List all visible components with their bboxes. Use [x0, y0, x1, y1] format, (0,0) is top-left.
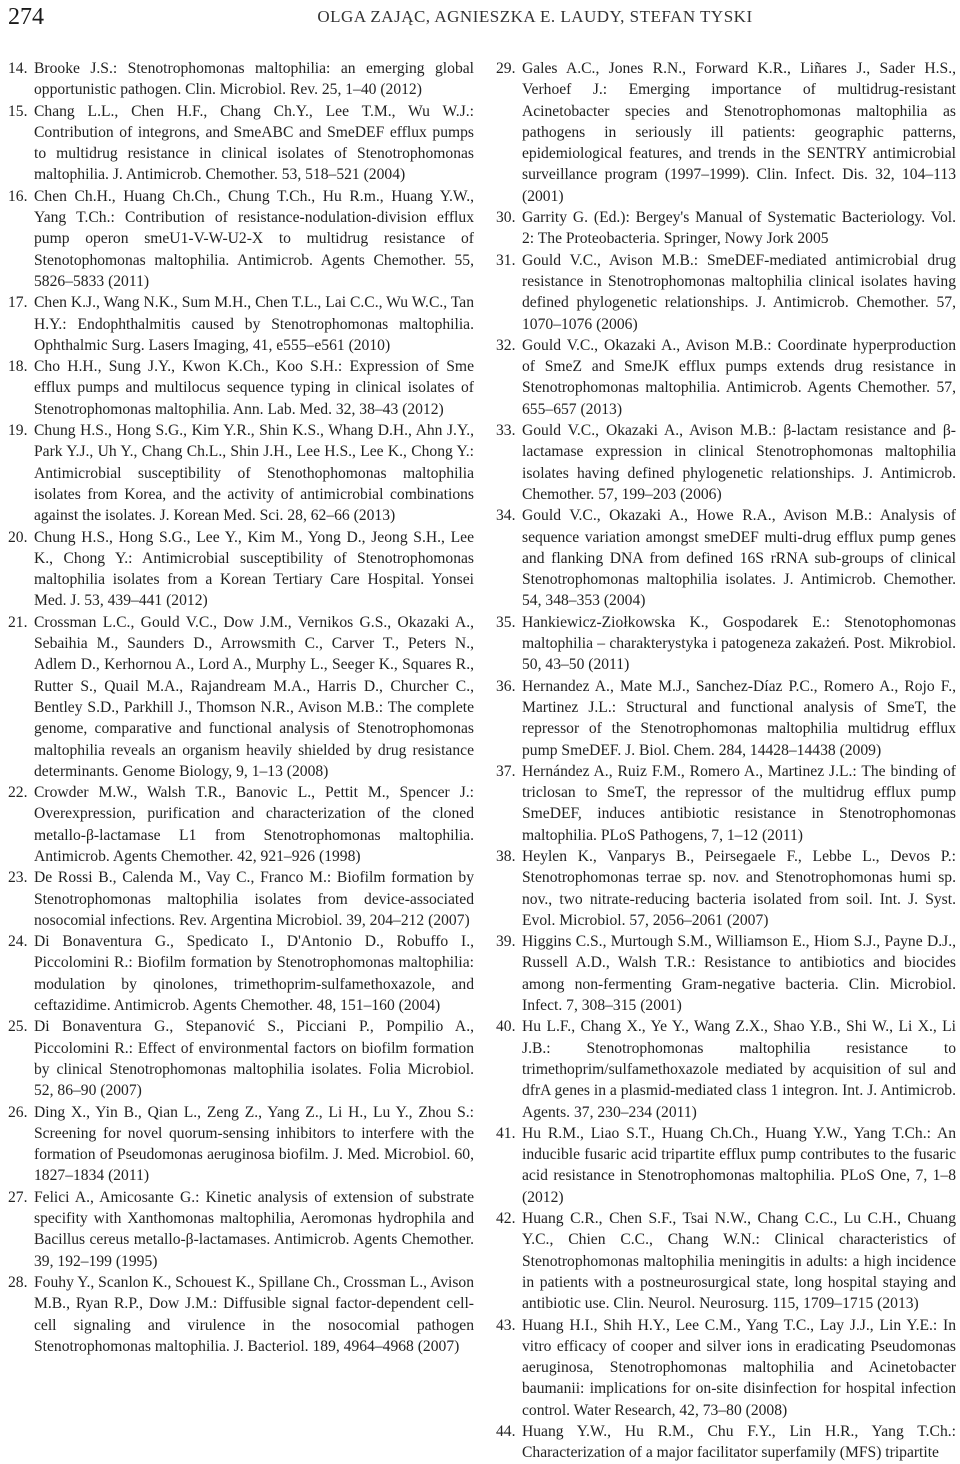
reference-number: 25.: [8, 1018, 28, 1036]
reference-item: [8, 101, 474, 186]
reference-item: [8, 931, 474, 1016]
reference-text: Garrity G. (Ed.): Bergey's Manual of Systematic Bacteriology. Vol. 2: The Proteobacteria. Springer, Nowy Jork 2005: [522, 209, 956, 248]
reference-number: 34.: [496, 507, 516, 525]
reference-column-left: [8, 58, 474, 1357]
reference-number: 19.: [8, 422, 28, 440]
reference-text: Di Bonaventura G., Stepanović S., Picciani P., Pompilio A., Piccolomini R.: Effect of environmental factors on biofilm formation by clinical Stenotrophomonas maltophilia isolates. Folia Microbiol. 52, 86–90 (2007): [34, 1018, 474, 1100]
page-header: [8, 0, 952, 34]
reference-text: Crossman L.C., Gould V.C., Dow J.M., Vernikos G.S., Okazaki A., Sebaihia M., Saunders D., Arrowsmith C., Carver T., Peters N., Adlem D., Kerhornou A., Lord A., Murphy L., Seeger K., Squares R., Rutter S., Quail M.A., Rajandream M.A., Harris D., Churcher C., Bentley S.D., Parkhill J., Thomson N.R., Avison M.B.: The complete genome, comparative and functional analysis of Stenotrophomonas maltophilia reveals an organism heavily shielded by drug resistance determinants. Genome Biology, 9, 1–13 (2008): [34, 613, 474, 780]
reference-number: 24.: [8, 933, 28, 951]
reference-number: 15.: [8, 102, 28, 120]
reference-item: [8, 867, 474, 931]
reference-number: 40.: [496, 1018, 516, 1036]
reference-item: [8, 782, 474, 867]
reference-number: 31.: [496, 251, 516, 269]
reference-text: De Rossi B., Calenda M., Vay C., Franco M.: Biofilm formation by Stenotrophomonas maltophilia isolates from device-associated nosocomial infections. Rev. Argentina Microbiol. 39, 204–212 (2007): [34, 869, 474, 929]
reference-item: [8, 292, 474, 356]
reference-text: Hankiewicz-Ziołkowska K., Gospodarek E.: Stenotophomonas maltophilia – charakterystyka i patogeneza zakażeń. Post. Mikrobiol. 50, 43–50 (2011): [522, 613, 956, 674]
reference-item: [8, 186, 474, 292]
reference-text: Chung H.S., Hong S.G., Lee Y., Kim M., Yong D., Jeong S.H., Lee K., Chong Y.: Antimicrobial susceptibility of Stenotrophomonas maltophilia isolates from a Korean Tertiary Care Hospital. Yonsei Med. J. 53, 439–441 (2012): [34, 528, 474, 610]
reference-item: [8, 612, 474, 782]
reference-text: Chen K.J., Wang N.K., Sum M.H., Chen T.L., Lai C.C., Wu W.C., Tan H.Y.: Endophthalmitis caused by Stenotrophomonas maltophilia. Ophthalmic Surg. Lasers Imaging, 41, e555–e561 (2010): [34, 294, 474, 354]
reference-number: 39.: [496, 933, 516, 951]
reference-item: [496, 761, 956, 846]
reference-text: Hu R.M., Liao S.T., Huang Ch.Ch., Huang Y.W., Yang T.Ch.: An inducible fusaric acid tripartite efflux pump contributes to the fusaric acid resistance in Stenotrophomonas maltophilia. PLoS One, 7, 1–8 (2012): [522, 1124, 956, 1206]
reference-item: [8, 1187, 474, 1272]
reference-text: Fouhy Y., Scanlon K., Schouest K., Spillane Ch., Crossman L., Avison M.B., Ryan R.P., Dow J.M.: Diffusible signal factor-dependent cell-cell signaling and virulence in the nosocomial pathogen Stenotrophomonas maltophilia. J. Bacteriol. 189, 4964–4968 (2007): [34, 1273, 474, 1355]
reference-text: Chang L.L., Chen H.F., Chang Ch.Y., Lee T.M., Wu W.J.: Contribution of integrons, and SmeABC and SmeDEF efflux pumps to multidrug resistance in clinical isolates of Stenotrophomonas maltophilia. J. Antimicrob. Chemother. 53, 518–521 (2004): [34, 102, 474, 184]
reference-number: 14.: [8, 60, 28, 77]
reference-number: 20.: [8, 528, 28, 546]
reference-number: 16.: [8, 187, 28, 205]
reference-number: 43.: [496, 1316, 516, 1334]
reference-text: Ding X., Yin B., Qian L., Zeng Z., Yang Z., Li H., Lu Y., Zhou S.: Screening for novel quorum-sensing inhibitors to interfere with the formation of Pseudomonas aeruginosa biofilm. J. Med. Microbiol. 60, 1827–1834 (2011): [34, 1103, 474, 1185]
reference-number: 38.: [496, 847, 516, 865]
reference-item: [496, 420, 956, 505]
reference-number: 41.: [496, 1124, 516, 1142]
reference-item: [8, 58, 474, 101]
reference-text: Higgins C.S., Murtough S.M., Williamson E., Hiom S.J., Payne D.J., Russell A.D., Walsh T.R.: Resistance to antibiotics and biocides among non-fermenting Gram-negative bacteria. Clin. Microbiol. Infect. 7, 308–315 (2001): [522, 933, 956, 1015]
reference-item: [496, 931, 956, 1016]
reference-number: 36.: [496, 677, 516, 695]
reference-column-right: [496, 58, 956, 1464]
reference-text: Hernández A., Ruiz F.M., Romero A., Martinez J.L.: The binding of triclosan to SmeT, the repressor of the multidrug efflux pump SmeDEF, induces antibiotic resistance in Stenotrophomonas maltophilia. PLoS Pathogens, 7, 1–12 (2011): [522, 762, 956, 844]
reference-number: 30.: [496, 209, 516, 227]
reference-item: [496, 1315, 956, 1421]
reference-text: Hu L.F., Chang X., Ye Y., Wang Z.X., Shao Y.B., Shi W., Li X., Li J.B.: Stenotrophomonas maltophilia resistance to trimethoprim/sulfamethoxazole mediated by acquisition of sul and dfrA genes in a plasmid-mediated class 1 integron. Int. J. Antimicrob. Agents. 37, 230–234 (2011): [522, 1018, 956, 1121]
reference-item: [496, 505, 956, 611]
reference-number: 44.: [496, 1423, 516, 1440]
reference-text: Brooke J.S.: Stenotrophomonas maltophilia: an emerging global opportunistic pathogen. Clin. Microbiol. Rev. 25, 1–40 (2012): [34, 60, 474, 99]
reference-number: 42.: [496, 1210, 516, 1228]
reference-number: 35.: [496, 613, 516, 631]
reference-text: Huang C.R., Chen S.F., Tsai N.W., Chang C.C., Lu C.H., Chuang Y.C., Chien C.C., Chang W.N.: Clinical characteristics of Stenotrophomonas maltophilia meningitis in adults: a high incidence in patients with a postneurosurgical state, long hospital staying and antibiotic use. Clin. Neurol. Neurosurg. 115, 1709–1715 (2013): [522, 1210, 956, 1313]
reference-item: [496, 250, 956, 335]
reference-item: [496, 612, 956, 676]
reference-text: Crowder M.W., Walsh T.R., Banovic L., Pettit M., Spencer J.: Overexpression, purification and characterization of the cloned metallo-β-lactamase L1 from Stenotrophomonas maltophilia. Antimicrob. Agents Chemother. 42, 921–926 (1998): [34, 784, 474, 865]
reference-number: 32.: [496, 336, 516, 354]
reference-text: Gales A.C., Jones R.N., Forward K.R., Liñares J., Sader H.S., Verhoef J.: Emerging importance of multidrug-resistant Acinetobacter species and Stenotrophomonas maltophilia as pathogens in seriously ill patients: geographic patterns, epidemiological features, and trends in the SENTRY antimicrobial surveillance program (1997–1999). Clin. Infect. Dis. 32, 104–113 (2001): [522, 60, 956, 205]
reference-item: [496, 1016, 956, 1122]
reference-number: 28.: [8, 1273, 28, 1291]
reference-item: [8, 1102, 474, 1187]
reference-item: [8, 1016, 474, 1101]
reference-text: Di Bonaventura G., Spedicato I., D'Antonio D., Robuffo I., Piccolomini R.: Biofilm formation by Stenotrophomonas maltophilia: modulation by qinolones, trimethoprim-sulfamethoxazole, and ceftazidime. Antimicrob. Agents Chemother. 48, 151–160 (2004): [34, 933, 474, 1015]
reference-item: [8, 527, 474, 612]
reference-number: 33.: [496, 422, 516, 440]
reference-item: [496, 1208, 956, 1314]
page-number: 274: [8, 3, 44, 30]
reference-text: Cho H.H., Sung J.Y., Kwon K.Ch., Koo S.H.: Expression of Sme efflux pumps and multilocus sequence typing in clinical isolates of Stenotrophomonas maltophilia. Ann. Lab. Med. 32, 38–43 (2012): [34, 358, 474, 418]
reference-item: [8, 420, 474, 526]
reference-number: 26.: [8, 1103, 28, 1121]
reference-text: Gould V.C., Avison M.B.: SmeDEF-mediated antimicrobial drug resistance in Stenotrophomonas maltophilia clinical isolates having defined phylogenetic relationships. J. Antimicrob. Chemother. 57, 1070–1076 (2006): [522, 251, 956, 333]
reference-item: [496, 58, 956, 207]
reference-text: Heylen K., Vanparys B., Peirsegaele F., Lebbe L., Devos P.: Stenotrophomonas terrae sp. nov. and Stenotrophomonas humi sp. nov., two nitrate-reducing bacteria isolated from soil. Int. J. Syst. Evol. Microbiol. 57, 2056–2061 (2007): [522, 847, 956, 929]
reference-number: 21.: [8, 613, 28, 631]
reference-text: Gould V.C., Okazaki A., Avison M.B.: Coordinate hyperproduction of SmeZ and SmeJK efflux pumps extends drug resistance in Stenotrophomonas maltophilia. Antimicrob. Agents Chemother. 57, 655–657 (2013): [522, 336, 956, 418]
reference-item: [496, 1123, 956, 1208]
reference-item: [496, 207, 956, 250]
reference-text: Gould V.C., Okazaki A., Howe R.A., Avison M.B.: Analysis of sequence variation amongst smeDEF multi-drug efflux pump genes and flanking DNA from defined 16S rRNA sub-groups of clinical Stenotrophomonas maltophilia isolates. J. Antimicrob. Chemother. 54, 348–353 (2004): [522, 507, 956, 610]
running-head: OLGA ZAJĄC, AGNIESZKA E. LAUDY, STEFAN TYSKI: [317, 7, 753, 26]
reference-number: 27.: [8, 1188, 28, 1206]
reference-item: [496, 1421, 956, 1464]
reference-number: 22.: [8, 784, 28, 802]
reference-text: Huang Y.W., Hu R.M., Chu F.Y., Lin H.R., Yang T.Ch.: Characterization of a major facilitator superfamily (MFS) tripartite: [522, 1423, 956, 1462]
reference-number: 23.: [8, 869, 28, 887]
reference-number: 17.: [8, 294, 28, 312]
reference-item: [496, 335, 956, 420]
reference-text: Chen Ch.H., Huang Ch.Ch., Chung T.Ch., Hu R.m., Huang Y.W., Yang T.Ch.: Contribution of resistance-nodulation-division efflux pump operon smeU1-V-W-U2-X to multidrug resistance of Stenotophomonas maltophilia. Antimicrob. Agents Chemother. 55, 5826–5833 (2011): [34, 187, 474, 290]
reference-text: Felici A., Amicosante G.: Kinetic analysis of extension of substrate specifity with Xanthomonas maltophilia, Aeromonas hydrophila and Bacillus cereus metallo-β-lactamases. Antimicrob. Agents Chemother. 39, 192–199 (1995): [34, 1188, 474, 1270]
reference-text: Hernandez A., Mate M.J., Sanchez-Díaz P.C., Romero A., Rojo F., Martinez J.L.: Structural and functional analysis of SmeT, the repressor of the Stenotrophomonas maltophilia multidrug efflux pump SmeDEF. J. Biol. Chem. 284, 14428–14438 (2009): [522, 677, 956, 759]
reference-item: [496, 846, 956, 931]
reference-text: Huang H.I., Shih H.Y., Lee C.M., Yang T.C., Lay J.J., Lin Y.E.: In vitro efficacy of cooper and silver ions in eradicating Pseudomonas aeruginosa, Stenotrophomonas maltophilia and Acinetobacter baumanii: implications for on-site disinfection for hospital infection control. Water Research, 42, 73–80 (2008): [522, 1316, 956, 1419]
reference-number: 18.: [8, 358, 28, 376]
reference-text: Chung H.S., Hong S.G., Kim Y.R., Shin K.S., Whang D.H., Ahn J.Y., Park Y.J., Uh Y., Chang Ch.L., Shin J.H., Lee H.S., Lee K., Chong Y.: Antimicrobial susceptibility of Stenothophomonas maltophilia isolates from Korea, and the activity of antimicrobial combinations against the isolates. J. Korean Med. Sci. 28, 62–66 (2013): [34, 422, 474, 525]
reference-item: [8, 356, 474, 420]
reference-number: 37.: [496, 762, 516, 780]
reference-item: [496, 676, 956, 761]
reference-item: [8, 1272, 474, 1357]
reference-text: Gould V.C., Okazaki A., Avison M.B.: β-lactam resistance and β-lactamase expression in clinical Stenotrophomonas maltophilia isolates having defined phylogenetic relationships. J. Antimicrob. Chemother. 57, 199–203 (2006): [522, 422, 956, 503]
reference-number: 29.: [496, 60, 516, 77]
